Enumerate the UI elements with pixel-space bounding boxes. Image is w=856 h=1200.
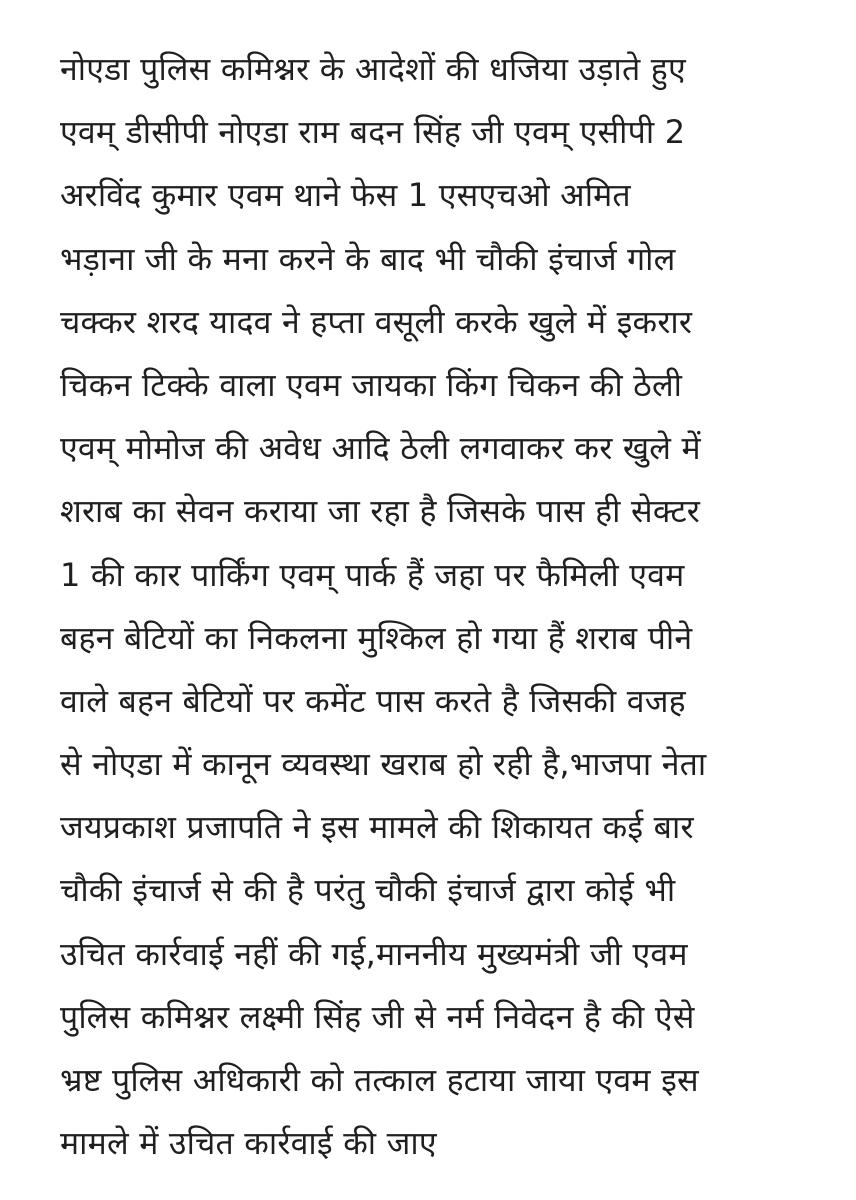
text-line-4: भड़ाना जी के मना करने के बाद भी चौकी इंचार्ज गोल: [60, 239, 676, 278]
text-line-7: एवम् मोमोज की अवेध आदि ठेली लगवाकर कर खुले में: [60, 429, 701, 468]
text-line-8: शराब का सेवन कराया जा रहा है जिसके पास ही सेक्टर: [60, 492, 701, 531]
document-text: [60, 38, 820, 1175]
text-line-1: नोएडा पुलिस कमिश्नर के आदेशों की धजिया उड़ाते हुए: [60, 50, 686, 88]
text-line-10: बहन बेटियों का निकलना मुश्किल हो गया हैं शराब पीने: [60, 618, 693, 657]
text-line-15: उचित कार्रवाई नहीं की गई,माननीय मुख्यमंत्री जी एवम: [60, 934, 688, 973]
text-line-5: चक्कर शरद यादव ने हप्ता वसूली करके खुले में इकरार: [60, 302, 693, 341]
text-line-2: एवम् डीसीपी नोएडा राम बदन सिंह जी एवम् एसीपी 2: [60, 113, 686, 152]
text-line-17: भ्रष्ट पुलिस अधिकारी को तत्काल हटाया जाया एवम इस: [60, 1061, 699, 1099]
text-line-9: 1 की कार पार्किंग एवम् पार्क हैं जहा पर फैमिली एवम: [60, 555, 685, 594]
text-line-16: पुलिस कमिश्नर लक्ष्मी सिंह जी से नर्म निवेदन है की ऐसे: [60, 997, 695, 1036]
text-line-3: अरविंद कुमार एवम थाने फेस 1 एसएचओ अमित: [60, 176, 631, 215]
text-line-6: चिकन टिक्के वाला एवम जायका किंग चिकन की ठेली: [60, 365, 683, 404]
text-line-14: चौकी इंचार्ज से की है परंतु चौकी इंचार्ज द्वारा कोई भी: [60, 871, 676, 910]
text-line-13: जयप्रकाश प्रजापति ने इस मामले की शिकायत कई बार: [60, 808, 694, 847]
text-line-12: से नोएडा में कानून व्यवस्था खराब हो रही है,भाजपा नेता: [60, 745, 707, 784]
text-line-11: वाले बहन बेटियों पर कमेंट पास करते है जिसकी वजह: [60, 681, 686, 720]
text-line-18: मामले में उचित कार्रवाई की जाए: [60, 1124, 437, 1163]
